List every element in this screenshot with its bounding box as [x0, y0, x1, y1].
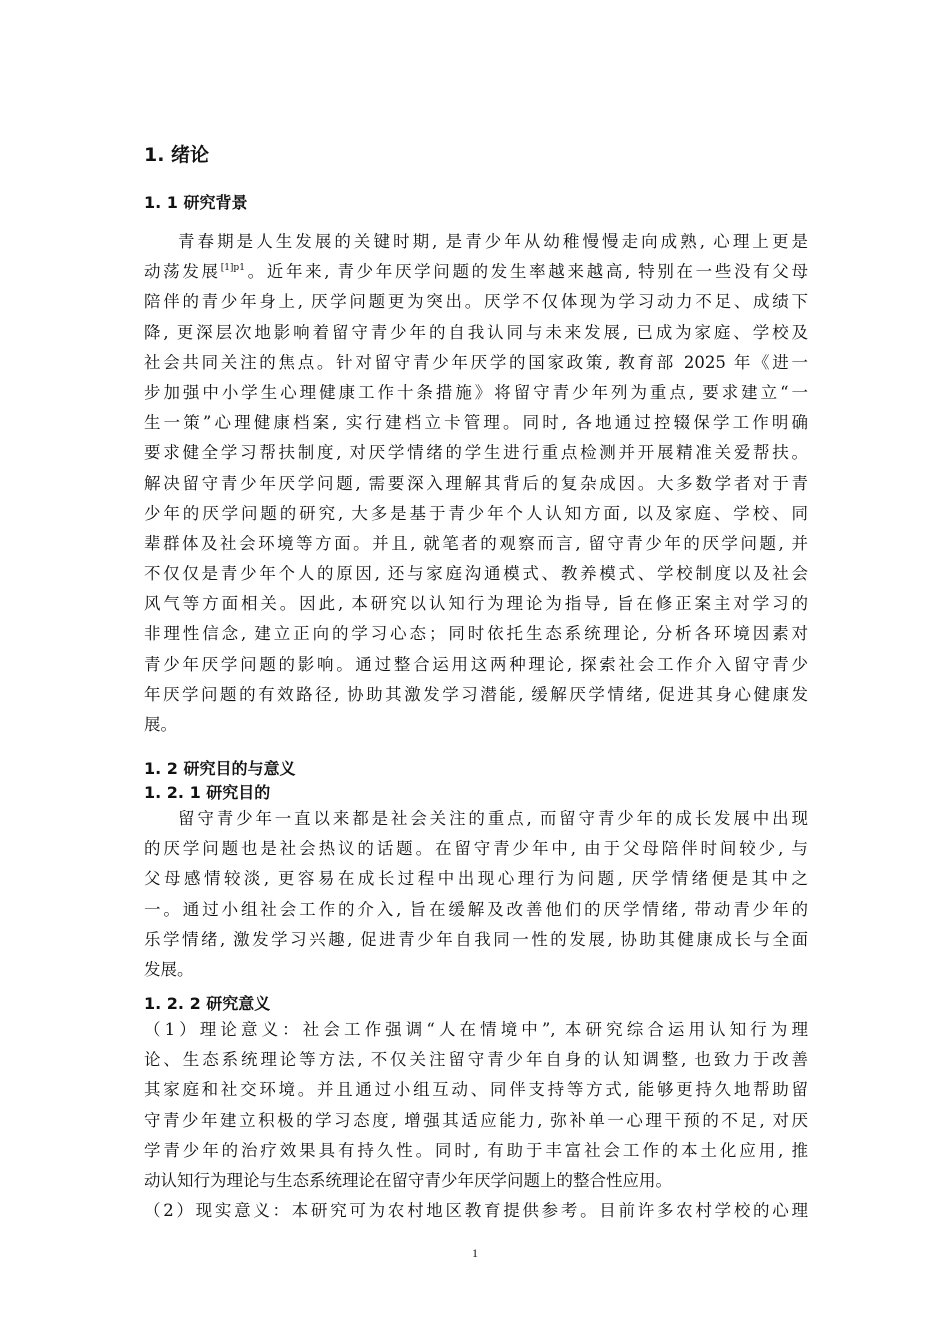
section-heading-background: 1. 1 研究背景: [144, 193, 248, 212]
text-line: 辈群体及社会环境等方面。并且, 就笔者的观察而言, 留守青少年的厌学问题, 并: [144, 533, 808, 553]
text-line: 要求健全学习帮扶制度, 对厌学情绪的学生进行重点检测并开展精准关爱帮扶。: [144, 443, 808, 463]
text-line: 风气等方面相关。因此, 本研究以认知行为理论为指导, 旨在修正案主对学习的: [144, 594, 808, 614]
text-line: 发展。: [144, 959, 194, 979]
subsection-heading-significance: 1. 2. 2 研究意义: [144, 994, 271, 1013]
text-line: （2）现实意义：本研究可为农村地区教育提供参考。目前许多农村学校的心理: [144, 1201, 808, 1221]
text-line: [144, 257, 808, 287]
text-fragment: 。近年来, 青少年厌学问题的发生率越来越高, 特别在一些没有父母: [244, 262, 809, 282]
text-line: 生一策”心理健康档案, 实行建档立卡管理。同时, 各地通过控辍保学工作明确: [144, 413, 808, 433]
text-fragment: 动荡发展: [144, 262, 221, 282]
text-line: 一。通过小组社会工作的介入, 旨在缓解及改善他们的厌学情绪, 带动青少年的: [144, 899, 808, 919]
text-line: 乐学情绪, 激发学习兴趣, 促进青少年自我同一性的发展, 协助其健康成长与全面: [144, 929, 808, 949]
text-line: 其家庭和社交环境。并且通过小组互动、同伴支持等方式, 能够更持久地帮助留: [144, 1080, 808, 1100]
text-line: 动认知行为理论与生态系统理论在留守青少年厌学问题上的整合性应用。: [144, 1170, 672, 1190]
background-paragraph: [144, 227, 808, 740]
text-line: 非理性信念, 建立正向的学习心态；同时依托生态系统理论, 分析各环境因素对: [144, 624, 808, 644]
significance-paragraph: [144, 1015, 808, 1226]
text-line: 社会共同关注的焦点。针对留守青少年厌学的国家政策, 教育部 2025 年《进一: [144, 352, 808, 372]
text-line: 步加强中小学生心理健康工作十条措施》将留守青少年列为重点, 要求建立“一: [144, 382, 808, 402]
text-line: 留守青少年一直以来都是社会关注的重点, 而留守青少年的成长发展中出现: [178, 809, 808, 828]
text-line: 陪伴的青少年身上, 厌学问题更为突出。厌学不仅体现为学习动力不足、成绩下: [144, 292, 808, 312]
citation-marker: [1]p1: [220, 263, 245, 274]
purpose-paragraph: [144, 804, 808, 985]
chapter-heading: 1. 绪论: [144, 144, 210, 166]
text-line: 年厌学问题的有效路径, 协助其激发学习潜能, 缓解厌学情绪, 促进其身心健康发: [144, 684, 808, 704]
text-line: 守青少年建立积极的学习态度, 增强其适应能力, 弥补单一心理干预的不足, 对厌: [144, 1110, 808, 1130]
text-line: 的厌学问题也是社会热议的话题。在留守青少年中, 由于父母陪伴时间较少, 与: [144, 839, 808, 859]
text-line: 降, 更深层次地影响着留守青少年的自我认同与未来发展, 已成为家庭、学校及: [144, 322, 808, 342]
page-number: 1: [472, 1246, 478, 1260]
text-line: 展。: [144, 715, 177, 734]
text-line: 学青少年的治疗效果具有持久性。同时, 有助于丰富社会工作的本土化应用, 推: [144, 1140, 808, 1160]
text-line: 论、生态系统理论等方法, 不仅关注留守青少年自身的认知调整, 也致力于改善: [144, 1050, 808, 1070]
text-line: 不仅仅是青少年个人的原因, 还与家庭沟通模式、教养模式、学校制度以及社会: [144, 564, 808, 584]
text-line: 青少年厌学问题的影响。通过整合运用这两种理论, 探索社会工作介入留守青少: [144, 654, 808, 674]
text-line: 青春期是人生发展的关键时期, 是青少年从幼稚慢慢走向成熟, 心理上更是: [178, 232, 808, 251]
section-heading-purpose-significance: 1. 2 研究目的与意义: [144, 759, 296, 778]
text-line: 少年的厌学问题的研究, 大多是基于青少年个人认知方面, 以及家庭、学校、同: [144, 503, 808, 523]
text-line: （1）理论意义：社会工作强调“人在情境中”, 本研究综合运用认知行为理: [144, 1020, 808, 1039]
subsection-heading-purpose: 1. 2. 1 研究目的: [144, 783, 271, 802]
text-line: 解决留守青少年厌学问题, 需要深入理解其背后的复杂成因。大多数学者对于青: [144, 473, 808, 493]
text-line: 父母感情较淡, 更容易在成长过程中出现心理行为问题, 厌学情绪便是其中之: [144, 869, 808, 889]
